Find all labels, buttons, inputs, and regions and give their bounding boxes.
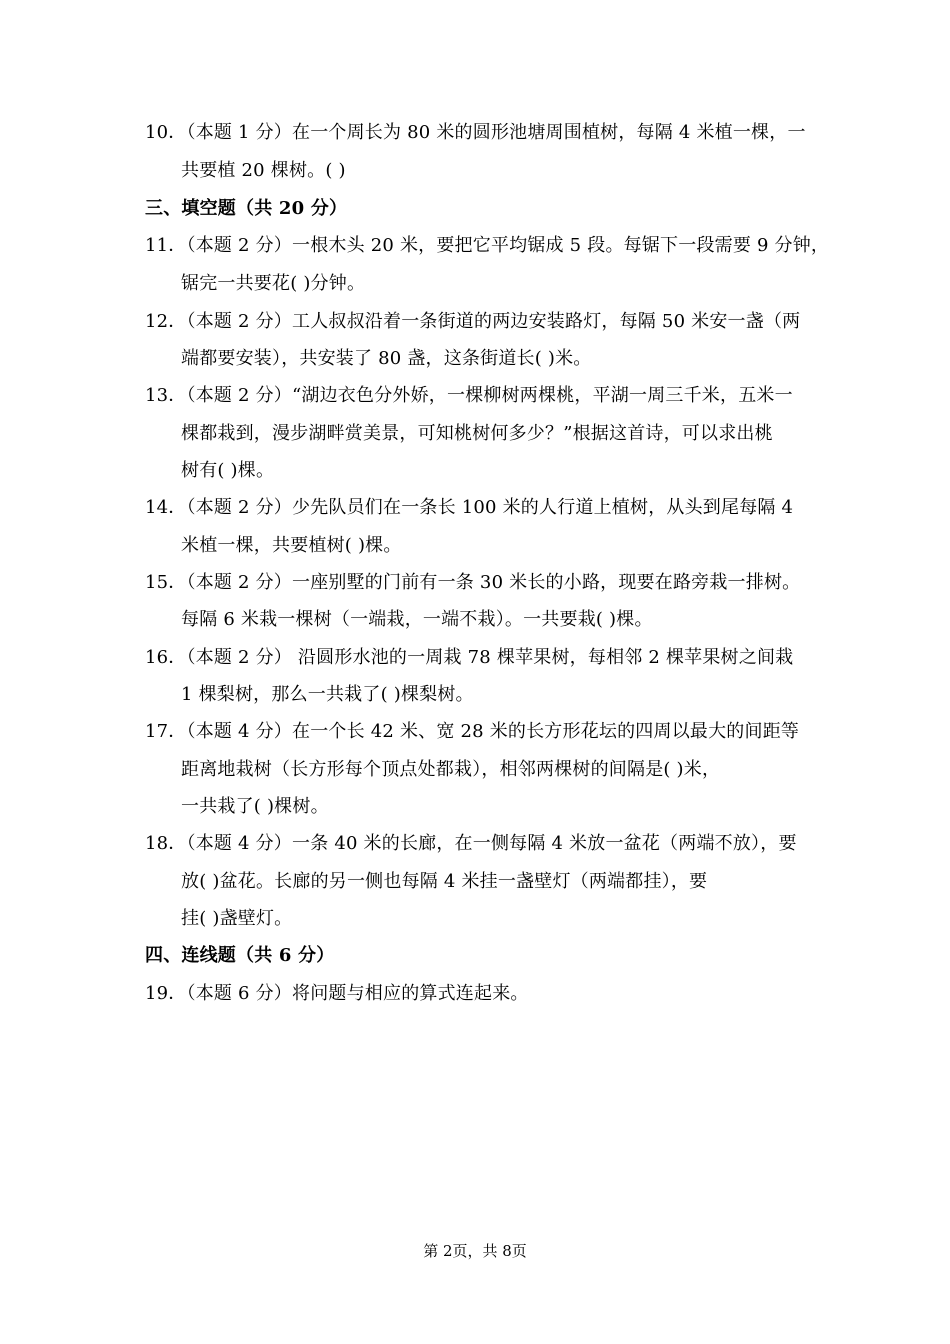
question-19-line-1: 19．（本题 6 分）将问题与相应的算式连起来。 xyxy=(145,983,529,1004)
question-10-line-1: 10．（本题 1 分）在一个周长为 80 米的圆形池塘周围植树，每隔 4 米植一棵，一 xyxy=(145,122,806,143)
question-14-line-2: 米植一棵，共要植树( )棵。 xyxy=(181,535,402,556)
question-11-line-1: 11．（本题 2 分）一根木头 20 米，要把它平均锯成 5 段。每锯下一段需要 9 分钟， xyxy=(145,235,830,256)
question-15-line-2: 每隔 6 米栽一棵树（一端栽，一端不栽）。一共要栽( )棵。 xyxy=(181,609,653,630)
question-12-line-2: 端都要安装），共安装了 80 盏，这条街道长( )米。 xyxy=(181,348,592,369)
question-13-line-3: 树有( )棵。 xyxy=(181,460,275,481)
question-17-line-3: 一共栽了( )棵树。 xyxy=(181,796,329,817)
question-14-line-1: 14．（本题 2 分）少先队员们在一条长 100 米的人行道上植树，从头到尾每隔 4 xyxy=(145,497,794,518)
section-heading-matching: 四、连线题（共 6 分） xyxy=(145,945,335,966)
question-10-line-2: 共要植 20 棵树。( ) xyxy=(181,160,346,181)
question-13-line-2: 棵都栽到，漫步湖畔赏美景，可知桃树何多少？”根据这首诗，可以求出桃 xyxy=(181,423,773,444)
question-15-line-1: 15．（本题 2 分）一座别墅的门前有一条 30 米长的小路，现要在路旁栽一排树。 xyxy=(145,572,801,593)
question-16-line-1: 16．（本题 2 分） 沿圆形水池的一周栽 78 棵苹果树，每相邻 2 棵苹果树之间栽 xyxy=(145,647,794,668)
question-17-line-2: 距离地栽树（长方形每个顶点处都栽），相邻两棵树的间隔是( )米， xyxy=(181,759,721,780)
question-13-line-1: 13．（本题 2 分）“湖边衣色分外娇，一棵柳树两棵桃，平湖一周三千米，五米一 xyxy=(145,385,793,406)
page-footer: 第 2页，共 8页 xyxy=(423,1242,527,1260)
question-12-line-1: 12．（本题 2 分）工人叔叔沿着一条街道的两边安装路灯，每隔 50 米安一盏（两 xyxy=(145,311,801,332)
question-11-line-2: 锯完一共要花( )分钟。 xyxy=(181,273,366,294)
question-16-line-2: 1 棵梨树，那么一共栽了( )棵梨树。 xyxy=(181,684,474,705)
question-17-line-1: 17．（本题 4 分）在一个长 42 米、宽 28 米的长方形花坛的四周以最大的间距等 xyxy=(145,721,800,742)
question-18-line-3: 挂( )盏壁灯。 xyxy=(181,908,293,929)
section-heading-fill-in: 三、填空题（共 20 分） xyxy=(145,198,348,219)
question-18-line-1: 18．（本题 4 分）一条 40 米的长廊，在一侧每隔 4 米放一盆花（两端不放），要 xyxy=(145,833,797,854)
question-18-line-2: 放( )盆花。长廊的另一侧也每隔 4 米挂一盏壁灯（两端都挂），要 xyxy=(181,871,708,892)
